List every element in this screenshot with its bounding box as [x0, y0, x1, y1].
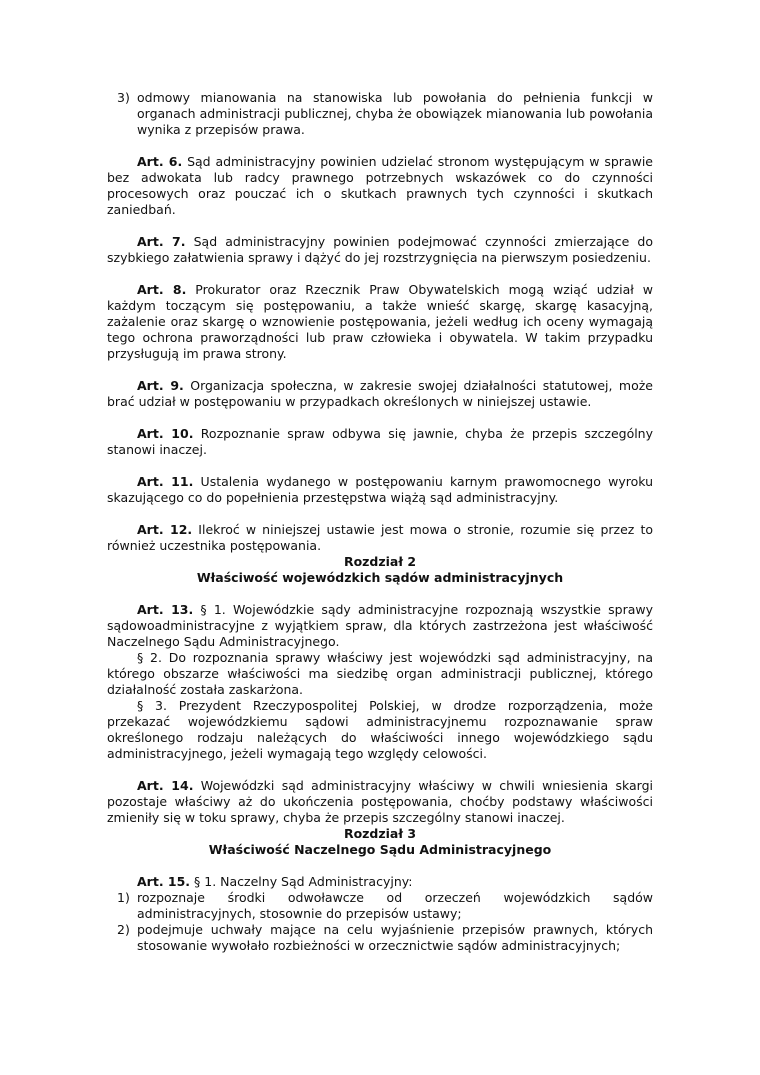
list-number: 1): [117, 890, 130, 905]
article-paragraph: [107, 698, 653, 762]
article-label: Art. 10.: [137, 426, 194, 441]
paragraph-text: § 1. Naczelny Sąd Administracyjny:: [190, 874, 413, 889]
article-paragraph: [107, 522, 653, 554]
list-item: [107, 90, 653, 138]
paragraph-text: § 2. Do rozpoznania sprawy właściwy jest wojewódzki sąd administracyjny, na którego obszarze właściwości ma siedzibę organ administracji publicznej, którego działalność została zaskarżona.: [107, 650, 653, 697]
paragraph-text: Organizacja społeczna, w zakresie swojej działalności statutowej, może brać udział w postępowaniu w przypadkach określonych w niniejszej ustawie.: [107, 378, 653, 409]
article-paragraph: [107, 234, 653, 266]
article-label: Art. 6.: [137, 154, 183, 169]
list-text: odmowy mianowania na stanowiska lub powołania do pełnienia funkcji w organach administracji publicznej, chyba że obowiązek mianowania lub powołania wynika z przepisów prawa.: [137, 90, 653, 137]
list-text: podejmuje uchwały mające na celu wyjaśnienie przepisów prawnych, których stosowanie wywołało rozbieżności w orzecznictwie sądów administracyjnych;: [137, 922, 653, 953]
paragraph-text: Rozpoznanie spraw odbywa się jawnie, chyba że przepis szczególny stanowi inaczej.: [107, 426, 654, 457]
article-label: Art. 7.: [137, 234, 186, 249]
article-label: Art. 9.: [137, 378, 184, 393]
list-number: 2): [117, 922, 130, 937]
article-label: Art. 14.: [137, 778, 194, 793]
article-paragraph: [107, 282, 653, 362]
list-text: rozpoznaje środki odwoławcze od orzeczeń wojewódzkich sądów administracyjnych, stosownie do przepisów ustawy;: [137, 890, 653, 921]
list-item: [107, 922, 653, 954]
paragraph-text: § 3. Prezydent Rzeczypospolitej Polskiej, w drodze rozporządzenia, może przekazać wojewódzkiemu sądowi administracyjnemu rozpoznawanie spraw określonego rodzaju należących do właściwości innego wojewódzkiego sądu administracyjnego, jeżeli wymagają tego względy celowości.: [107, 698, 653, 761]
list-item: [107, 890, 653, 922]
article-paragraph: [107, 874, 653, 890]
article-label: Art. 12.: [137, 522, 193, 537]
article-paragraph: [107, 474, 653, 506]
paragraph-text: Sąd administracyjny powinien udzielać stronom występującym w sprawie bez adwokata lub radcy prawnego potrzebnych wskazówek co do czynności procesowych oraz pouczać ich o skutkach prawnych tych czynności i skutkach zaniedbań.: [107, 154, 653, 217]
article-paragraph: [107, 426, 653, 458]
article-label: Art. 8.: [137, 282, 187, 297]
section-heading: Właściwość Naczelnego Sądu Administracyjnego: [208, 842, 552, 857]
section-heading: Rozdział 2: [343, 554, 417, 569]
paragraph-text: § 1. Wojewódzkie sądy administracyjne rozpoznają wszystkie sprawy sądowoadministracyjne z wyjątkiem spraw, dla których zastrzeżona jest właściwość Naczelnego Sądu Administracyjnego.: [107, 602, 653, 649]
document-content: [107, 90, 653, 954]
article-paragraph: [107, 378, 653, 410]
list-number: 3): [117, 90, 130, 105]
article-paragraph: [107, 650, 653, 698]
paragraph-text: Wojewódzki sąd administracyjny właściwy w chwili wniesienia skargi pozostaje właściwy aż do ukończenia postępowania, choćby podstawy właściwości zmieniły się w toku sprawy, chyba że przepis szczególny stanowi inaczej.: [107, 778, 653, 825]
paragraph-text: Ilekroć w niniejszej ustawie jest mowa o stronie, rozumie się przez to również uczestnika postępowania.: [107, 522, 653, 553]
paragraph-text: Sąd administracyjny powinien podejmować czynności zmierzające do szybkiego załatwienia sprawy i dążyć do jej rozstrzygnięcia na pierwszym posiedzeniu.: [107, 234, 653, 265]
article-paragraph: [107, 154, 653, 218]
paragraph-text: Ustalenia wydanego w postępowaniu karnym prawomocnego wyroku skazującego co do popełnienia przestępstwa wiążą sąd administracyjny.: [107, 474, 654, 505]
article-label: Art. 13.: [137, 602, 194, 617]
section-heading: Właściwość wojewódzkich sądów administracyjnych: [196, 570, 564, 585]
article-label: Art. 11.: [137, 474, 194, 489]
article-label: Art. 15.: [137, 874, 191, 889]
section-heading: Rozdział 3: [343, 826, 417, 841]
paragraph-text: Prokurator oraz Rzecznik Praw Obywatelskich mogą wziąć udział w każdym toczącym się postępowaniu, a także wnieść skargę, skargę kasacyjną, zażalenie oraz skargę o wznowienie postępowania, jeżeli według ich oceny wymagają tego ochrona praworządności lub praw człowieka i obywatela. W takim przypadku przysługują im prawa strony.: [107, 282, 653, 361]
article-paragraph: [107, 778, 653, 826]
article-paragraph: [107, 602, 653, 650]
